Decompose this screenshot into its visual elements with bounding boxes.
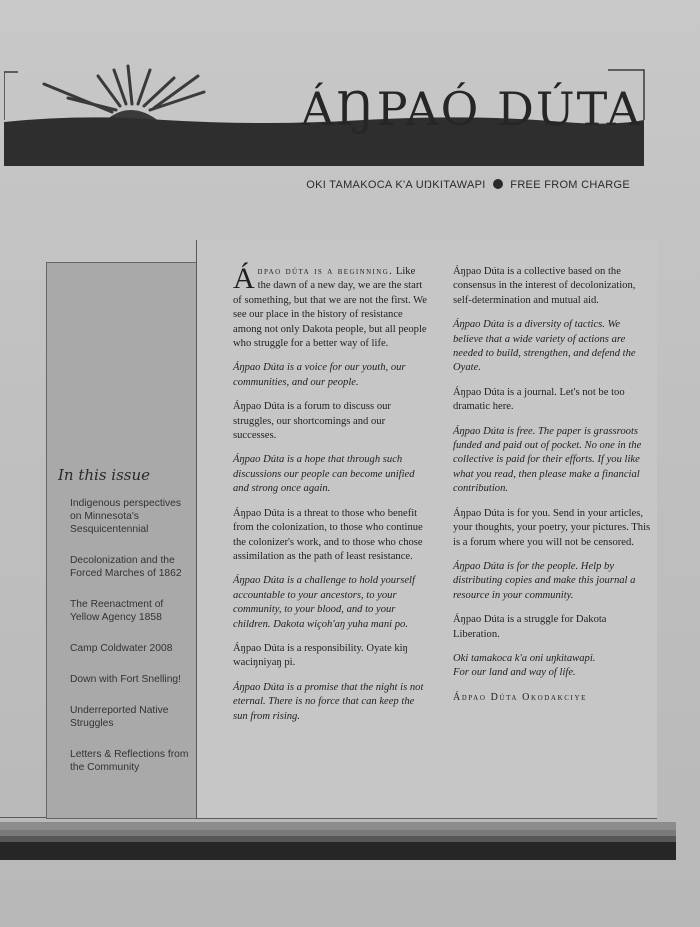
paragraph-motto [453,652,651,681]
issue-item: Decolonization and the Forced Marches of 1862 [70,555,182,579]
motto-english: For our land and way of life. [453,667,576,679]
bottom-stripes [0,822,676,860]
paragraph-for-people: Áŋpao Dúta is for the people. Help by distributing copies and make this journal a resource in your community. [453,560,636,601]
bullet-icon [493,179,503,189]
issue-item: Underreported Native Struggles [70,705,169,729]
paragraph-journal: Áŋpao Dúta is a journal. Let's not be too dramatic here. [453,386,625,413]
stripe [0,842,676,860]
paragraph-forum: Áŋpao Dúta is a forum to discuss our struggles, our shortcomings and our successes. [233,401,391,442]
issue-item: The Reenactment of Yellow Agency 1858 [70,599,164,623]
paragraph-promise: Áŋpao Dúta is a promise that the night is not eternal. There is no force that can keep the sun from rising. [233,681,424,722]
paragraph-challenge: Áŋpao Dúta is a challenge to hold yourself accountable to your ancestors, to your community, to your blood, and to your children. Dakota wiçoh'aŋ yuha mani po. [233,575,415,630]
stripe [0,822,676,830]
masthead-subtitle [300,179,630,191]
motto-dakota: Oki tamakoca k'a oni uŋkitawapi. [453,652,596,664]
in-this-issue-heading: In this issue [58,466,151,484]
paragraph-collective: Áŋpao Dúta is a collective based on the consensus in the interest of decolonization, self-determination and mutual aid. [453,266,636,306]
subtitle-free: FREE FROM CHARGE [510,179,630,191]
sidebar-frame [0,262,49,818]
paragraph-diversity: Áŋpao Dúta is a diversity of tactics. We believe that a wide variety of actions are needed to build, strengthen, and defend the Oyate. [453,319,636,374]
column-two [453,265,651,715]
subtitle-motto: OKI TAMAKOCA K'A UŊKITAWAPI [306,179,486,191]
issue-item: Letters & Reflections from the Community [70,749,189,773]
masthead-title: ÁŊPAÓ DÚTA [300,82,642,136]
paragraph-for-you: Áŋpao Dúta is for you. Send in your articles, your thoughts, your poetry, your pictures. This is a forum where you will not be censored. [453,507,651,548]
signature: Áŋpao Dúta Okodakciye [453,691,587,703]
issue-list [70,497,192,792]
paragraph-free: Áŋpao Dúta is free. The paper is grassroots funded and paid out of pocket. No one in the collective is paid for their efforts. If you like what you read, then please make a financial contribution. [453,425,642,495]
drop-cap: Á [233,262,255,295]
column-one [233,262,429,734]
paragraph-voice: Áŋpao Dúta is a voice for our youth, our communities, and our people. [233,362,406,388]
masthead [4,62,648,174]
paragraph-responsibility: Áŋpao Dúta is a responsibility. Oyate kiŋ waciŋniyaŋ pi. [233,642,408,669]
issue-item: Down with Fort Snelling! [70,674,182,685]
issue-item: Indigenous perspectives on Minnesota's Sesquicentennial [70,498,182,535]
intro-lead: ŋpao dúta is a beginning. [257,266,394,277]
paragraph-threat: Áŋpao Dúta is a threat to those who benefit from the colonization, to those who continue the colonizer's work, and to those who chose assimilation as the path of least resistance. [233,507,423,562]
intro-paragraph [233,262,429,351]
paragraph-struggle: Áŋpao Dúta is a struggle for Dakota Liberation. [453,614,607,640]
issue-item: Camp Coldwater 2008 [70,643,173,654]
paragraph-hope: Áŋpao Dúta is a hope that through such discussions our people can become unified and strong once again. [233,454,415,495]
intro-text: Like the dawn of a new day, we are the start of something, but that we are not the first. We see our place in the history of resistance among not only Dakota people, but all people who struggle for a better way of life. [233,266,428,350]
